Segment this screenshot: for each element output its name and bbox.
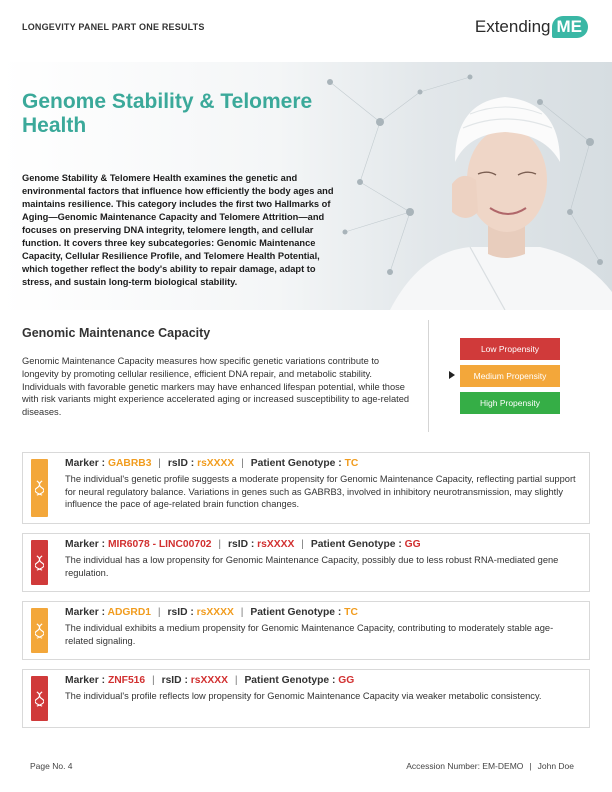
rsid-label: rsID : xyxy=(161,675,188,686)
legend-medium: Medium Propensity xyxy=(460,365,560,387)
rsid-label: rsID : xyxy=(167,607,194,618)
rsid-value: rsXXXX xyxy=(257,539,295,550)
page-number: Page No. 4 xyxy=(30,761,73,771)
marker-header: Marker : MIR6078 - LINC00702 | rsID : rsXXXX | Patient Genotype : GG xyxy=(65,539,421,550)
rsid-value: rsXXXX xyxy=(190,675,228,686)
patient-name: John Doe xyxy=(537,761,574,771)
rsid-value: rsXXXX xyxy=(197,458,235,469)
marker-value: ZNF516 xyxy=(107,675,146,686)
logo-text: Extending xyxy=(474,17,551,36)
propensity-legend xyxy=(460,338,560,419)
genotype-value: GG xyxy=(338,675,355,686)
marker-header: Marker : ADGRD1 | rsID : rsXXXX | Patient Genotype : TC xyxy=(65,607,358,618)
marker-header: Marker : GABRB3 | rsID : rsXXXX | Patient Genotype : TC xyxy=(65,458,359,469)
report-label: LONGEVITY PANEL PART ONE RESULTS xyxy=(22,22,205,32)
marker-card xyxy=(22,452,590,524)
genotype-label: Patient Genotype : xyxy=(244,675,336,686)
marker-description: The individual's profile reflects low propensity for Genomic Maintenance Capacity via weaker metabolic consistency. xyxy=(65,691,542,701)
rsid-label: rsID : xyxy=(227,539,255,550)
genotype-value: TC xyxy=(344,458,359,469)
marker-description: The individual exhibits a medium propensity for Genomic Maintenance Capacity, contributing to moderately stable age-related signaling. xyxy=(65,623,554,646)
legend-high: High Propensity xyxy=(460,392,560,414)
dna-icon xyxy=(35,555,44,571)
legend-pointer-icon xyxy=(449,371,455,379)
marker-label: Marker : xyxy=(65,539,106,550)
page-title: Genome Stability & Telomere Health xyxy=(22,90,313,137)
genotype-value: TC xyxy=(344,607,358,618)
section-description: Genomic Maintenance Capacity measures how specific genetic variations contribute to longevity by promoting cellular resilience, efficient DNA repair, and metabolic stability. Individuals with favorable genetic markers may have enhanced lifespan potential, while those with risk variants might experience accelerated aging or increased susceptibility to age-related diseases. xyxy=(22,356,410,418)
logo xyxy=(475,16,588,38)
footer-info xyxy=(406,761,574,771)
accession-number: Accession Number: EM-DEMO xyxy=(406,761,524,771)
genotype-value: GG xyxy=(404,539,421,550)
dna-icon xyxy=(35,623,44,639)
section-title: Genomic Maintenance Capacity xyxy=(22,326,211,340)
divider xyxy=(428,320,429,432)
legend-low: Low Propensity xyxy=(460,338,560,360)
rsid-value: rsXXXX xyxy=(196,607,234,618)
marker-label: Marker : xyxy=(65,458,106,469)
marker-card xyxy=(22,669,590,728)
marker-description: The individual has a low propensity for Genomic Maintenance Capacity, possibly due to less robust RNA-mediated gene regulation. xyxy=(65,555,559,578)
rsid-label: rsID : xyxy=(167,458,195,469)
dna-icon xyxy=(35,691,44,707)
marker-value: MIR6078 - LINC00702 xyxy=(107,539,212,550)
propensity-tag-medium xyxy=(31,459,48,517)
genotype-label: Patient Genotype : xyxy=(250,607,342,618)
marker-label: Marker : xyxy=(65,607,106,618)
logo-badge: ME xyxy=(552,16,589,38)
genotype-label: Patient Genotype : xyxy=(250,458,342,469)
genotype-label: Patient Genotype : xyxy=(310,539,402,550)
propensity-tag-low xyxy=(31,540,48,585)
marker-label: Marker : xyxy=(65,675,106,686)
propensity-tag-low xyxy=(31,676,48,721)
marker-card xyxy=(22,601,590,660)
marker-description: The individual's genetic profile suggests a moderate propensity for Genomic Maintenance Capacity, reflecting partial support for neural regulatory balance. Variations in genes such as GABRB3, involved in inhibitory neurotransmission, may slightly influence the pace of age-related brain function changes. xyxy=(65,474,576,509)
dna-icon xyxy=(35,480,44,496)
marker-header: Marker : ZNF516 | rsID : rsXXXX | Patient Genotype : GG xyxy=(65,675,355,686)
footer-separator: | xyxy=(529,761,532,771)
marker-value: ADGRD1 xyxy=(107,607,152,618)
hero-description: Genome Stability & Telomere Health examines the genetic and environmental factors that influence how efficiently the body ages and maintains resilience. This category includes the first two Hallmarks of Aging—Genomic Maintenance Capacity and Telomere Attrition—and focuses on preserving DNA integrity, telomere length, and cellular function. It covers three key subcategories: Genomic Maintenance Capacity, Cellular Resilience Profile, and Telomere Health Potential, which together reflect the body's ability to repair damage, adapt to stress, and sustain long-term biological stability. xyxy=(22,173,334,287)
propensity-tag-medium xyxy=(31,608,48,653)
marker-value: GABRB3 xyxy=(107,458,152,469)
marker-card xyxy=(22,533,590,592)
